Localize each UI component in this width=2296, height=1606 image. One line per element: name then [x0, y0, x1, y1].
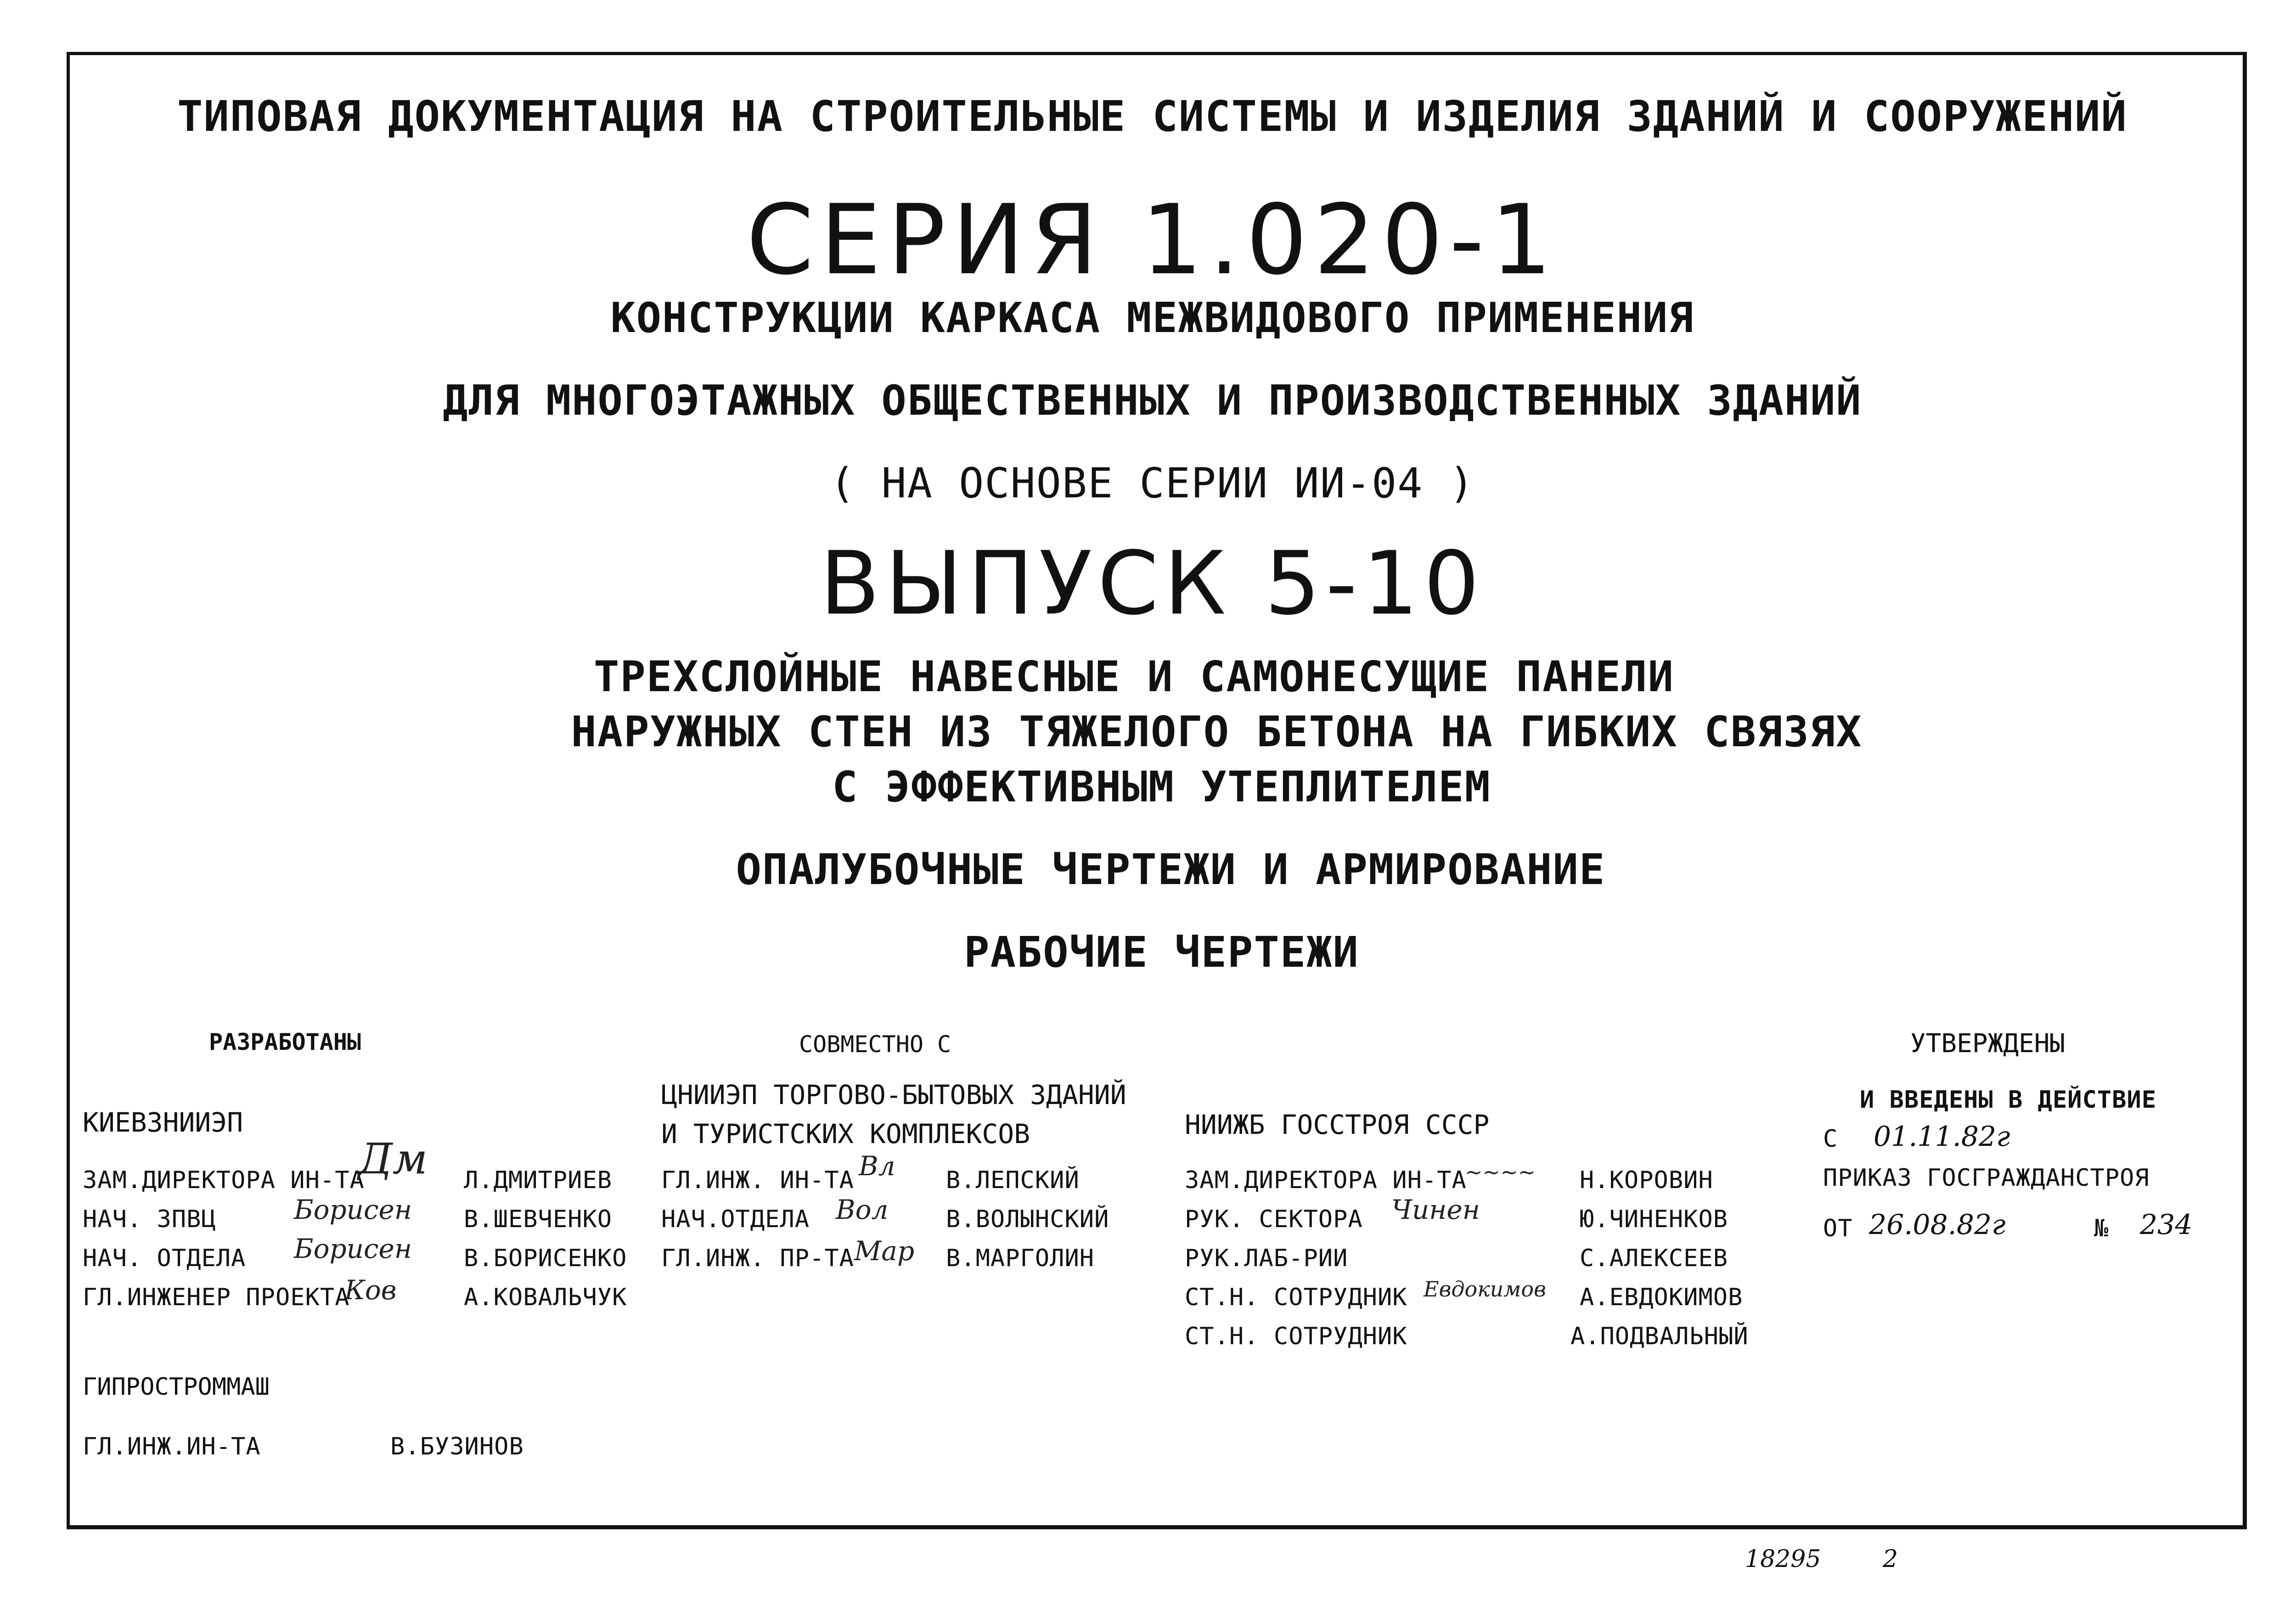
- jointly-org1-line2: И ТУРИСТСКИХ КОМПЛЕКСОВ: [661, 1118, 1030, 1150]
- jointly-role-3: ГЛ.ИНЖ. ПР-ТА: [661, 1245, 854, 1272]
- jointly-name-3: В.МАРГОЛИН: [946, 1245, 1095, 1272]
- developed-role-2: НАЧ. ЗПВЦ: [83, 1206, 216, 1233]
- jointly-name-1: В.ЛЕПСКИЙ: [946, 1166, 1080, 1194]
- subtitle-working-drawings: РАБОЧИЕ ЧЕРТЕЖИ: [964, 928, 1359, 977]
- signature-4: Ков: [344, 1274, 397, 1306]
- developed-org2-role: ГЛ.ИНЖ.ИН-ТА: [83, 1433, 261, 1460]
- signature-1: Дм: [358, 1134, 428, 1183]
- jointly-org1-line1: ЦНИИЭП ТОРГОВО-БЫТОВЫХ ЗДАНИЙ: [661, 1079, 1126, 1110]
- subtitle-formwork: ОПАЛУБОЧНЫЕ ЧЕРТЕЖИ И АРМИРОВАНИЕ: [736, 845, 1606, 894]
- developed-org2-name: В.БУЗИНОВ: [390, 1433, 524, 1460]
- signature-2: Борисен: [294, 1194, 412, 1225]
- signature-9: Чинен: [1391, 1194, 1480, 1225]
- developed-role-3: НАЧ. ОТДЕЛА: [83, 1245, 246, 1272]
- developed-name-4: А.КОВАЛЬЧУК: [464, 1284, 627, 1311]
- niizhb-role-3: РУК.ЛАБ-РИИ: [1185, 1245, 1348, 1272]
- signature-6: Вол: [836, 1194, 889, 1225]
- signature-7: Мар: [854, 1235, 915, 1267]
- panels-line-1: ТРЕХСЛОЙНЫЕ НАВЕСНЫЕ И САМОНЕСУЩИЕ ПАНЕЛИ: [594, 652, 1674, 701]
- niizhb-name-4: А.ЕВДОКИМОВ: [1580, 1284, 1743, 1311]
- approved-order-no-label: №: [2094, 1215, 2109, 1242]
- jointly-org-niizhb: НИИЖБ ГОССТРОЯ СССР: [1185, 1109, 1490, 1140]
- jointly-role-1: ГЛ.ИНЖ. ИН-ТА: [661, 1166, 854, 1194]
- approved-order: ПРИКАЗ ГОСГРАЖДАНСТРОЯ: [1823, 1164, 2150, 1192]
- niizhb-role-1: ЗАМ.ДИРЕКТОРА ИН-ТА: [1185, 1166, 1467, 1194]
- footer-page-number: 2: [1883, 1545, 1898, 1573]
- title-line-1: КОНСТРУКЦИИ КАРКАСА МЕЖВИДОВОГО ПРИМЕНЕНИЯ: [610, 294, 1694, 342]
- signature-5: Вл: [859, 1150, 895, 1182]
- panels-line-2: НАРУЖНЫХ СТЕН ИЗ ТЯЖЕЛОГО БЕТОНА НА ГИБКИХ СВЯЗЯХ: [571, 707, 1863, 756]
- niizhb-name-2: Ю.ЧИНЕНКОВ: [1580, 1206, 1728, 1233]
- developed-role-4: ГЛ.ИНЖЕНЕР ПРОЕКТА: [83, 1284, 350, 1311]
- developed-org-giprostrommash: ГИПРОСТРОММАШ: [83, 1373, 270, 1401]
- niizhb-role-4: СТ.Н. СОТРУДНИК: [1185, 1284, 1407, 1311]
- approved-line-1: И ВВЕДЕНЫ В ДЕЙСТВИЕ: [1860, 1086, 2157, 1114]
- title-line-3: ( НА ОСНОВЕ СЕРИИ ИИ-04 ): [830, 459, 1475, 507]
- niizhb-role-2: РУК. СЕКТОРА: [1185, 1206, 1363, 1233]
- approved-order-from-label: ОТ: [1823, 1215, 1853, 1242]
- developed-org-kievzniiep: КИЕВЗНИИЭП: [83, 1107, 243, 1138]
- approved-order-date: 26.08.82г: [1869, 1209, 2006, 1241]
- niizhb-name-3: С.АЛЕКСЕЕВ: [1580, 1245, 1728, 1272]
- approved-order-no: 234: [2140, 1209, 2193, 1241]
- title-line-2: ДЛЯ МНОГОЭТАЖНЫХ ОБЩЕСТВЕННЫХ И ПРОИЗВОДСТВЕННЫХ ЗДАНИЙ: [443, 377, 1862, 425]
- jointly-title: СОВМЕСТНО С: [799, 1031, 951, 1058]
- niizhb-role-5: СТ.Н. СОТРУДНИК: [1185, 1323, 1407, 1350]
- panels-line-3: С ЭФФЕКТИВНЫМ УТЕПЛИТЕЛЕМ: [832, 762, 1491, 811]
- developed-name-1: Л.ДМИТРИЕВ: [464, 1166, 613, 1194]
- niizhb-name-1: Н.КОРОВИН: [1580, 1166, 1713, 1194]
- footer-doc-number: 18295: [1745, 1545, 1821, 1573]
- approved-from-label: С: [1823, 1125, 1838, 1153]
- document-header: ТИПОВАЯ ДОКУМЕНТАЦИЯ НА СТРОИТЕЛЬНЫЕ СИСТЕМЫ И ИЗДЕЛИЯ ЗДАНИЙ И СООРУЖЕНИЙ: [177, 92, 2127, 141]
- developed-name-3: В.БОРИСЕНКО: [464, 1245, 627, 1272]
- niizhb-name-5: А.ПОДВАЛЬНЫЙ: [1570, 1323, 1749, 1350]
- approved-title: УТВЕРЖДЕНЫ: [1910, 1029, 2065, 1059]
- developed-name-2: В.ШЕВЧЕНКО: [464, 1206, 613, 1233]
- developed-title: РАЗРАБОТАНЫ: [209, 1029, 361, 1055]
- signature-3: Борисен: [294, 1233, 412, 1264]
- series-title: СЕРИЯ 1.020-1: [746, 184, 1559, 296]
- approved-from-date: 01.11.82г: [1874, 1121, 2010, 1153]
- signature-8: ~~~~: [1465, 1160, 1536, 1184]
- issue-title: ВЫПУСК 5-10: [820, 533, 1485, 634]
- signature-10: Евдокимов: [1424, 1277, 1546, 1302]
- jointly-name-2: В.ВОЛЫНСКИЙ: [946, 1206, 1109, 1233]
- developed-role-1: ЗАМ.ДИРЕКТОРА ИН-ТА: [83, 1166, 365, 1194]
- jointly-role-2: НАЧ.ОТДЕЛА: [661, 1206, 810, 1233]
